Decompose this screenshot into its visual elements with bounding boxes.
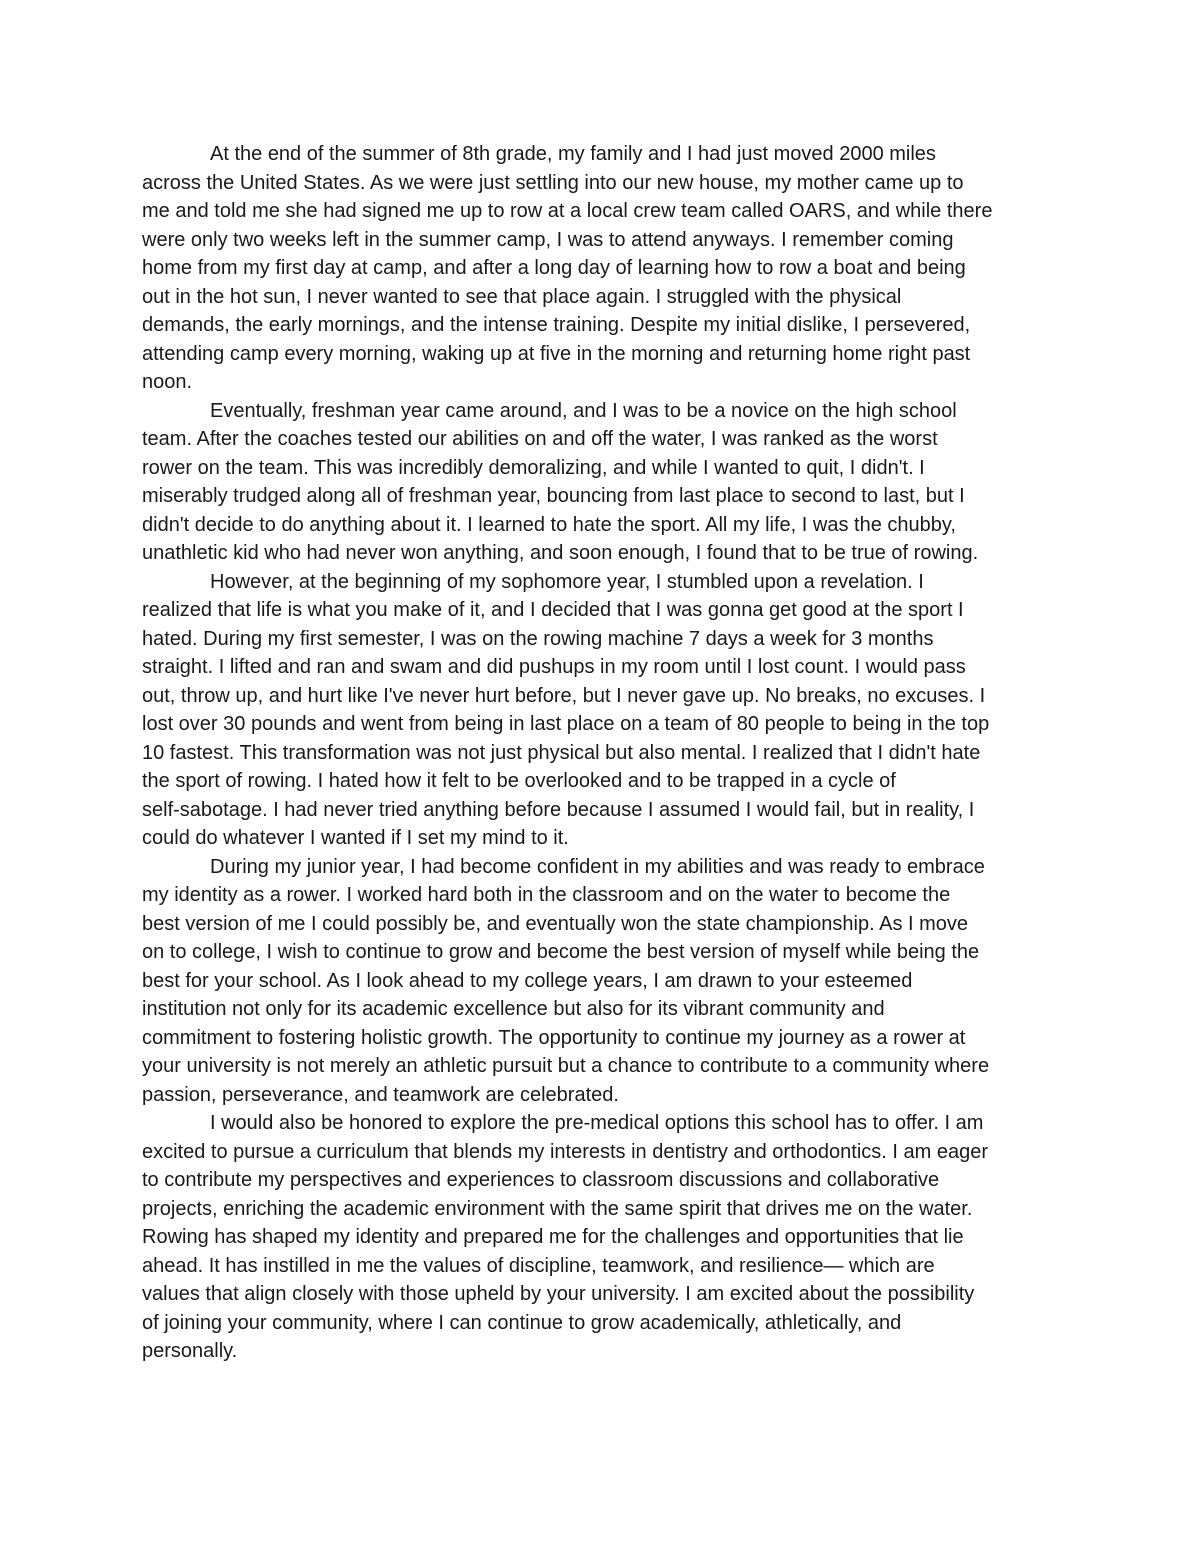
text-line: best version of me I could possibly be, and eventually won the state championship. As I move <box>142 912 969 935</box>
text-line: noon. <box>142 371 193 393</box>
text-line: best for your school. As I look ahead to my college years, I am drawn to your esteemed <box>142 969 913 992</box>
paragraph-4 <box>142 853 1064 1110</box>
text-line: values that align closely with those upheld by your university. I am excited about the possibility <box>142 1283 975 1305</box>
text-line: realized that life is what you make of it, and I decided that I was gonna get good at the sport I <box>142 599 964 621</box>
text-line: Eventually, freshman year came around, and I was to be a novice on the high school <box>210 399 957 422</box>
text-line: excited to pursue a curriculum that blends my interests in dentistry and orthodontics. I am eager <box>142 1140 988 1163</box>
text-line: demands, the early mornings, and the intense training. Despite my initial dislike, I persevered, <box>142 314 971 336</box>
text-line: out in the hot sun, I never wanted to see that place again. I struggled with the physical <box>142 285 902 308</box>
text-line: your university is not merely an athletic pursuit but a chance to contribute to a community where <box>142 1055 990 1077</box>
essay-body <box>142 140 1064 1366</box>
text-line: were only two weeks left in the summer camp, I was to attend anyways. I remember coming <box>142 228 954 251</box>
text-line: across the United States. As we were just settling into our new house, my mother came up to <box>142 171 964 194</box>
text-line: hated. During my first semester, I was on the rowing machine 7 days a week for 3 months <box>142 627 934 650</box>
text-line: institution not only for its academic excellence but also for its vibrant community and <box>142 998 885 1020</box>
text-line: At the end of the summer of 8th grade, my family and I had just moved 2000 miles <box>210 143 936 165</box>
text-line: personally. <box>142 1340 238 1362</box>
text-line: rower on the team. This was incredibly demoralizing, and while I wanted to quit, I didn't. I <box>142 456 925 479</box>
text-line: lost over 30 pounds and went from being in last place on a team of 80 people to being in the top <box>142 713 990 735</box>
text-line: 10 fastest. This transformation was not just physical but also mental. I realized that I didn't hate <box>142 741 981 764</box>
text-line: Rowing has shaped my identity and prepared me for the challenges and opportunities that lie <box>142 1226 964 1248</box>
paragraph-2 <box>142 397 1064 568</box>
text-line: out, throw up, and hurt like I've never hurt before, but I never gave up. No breaks, no excuses. I <box>142 684 986 707</box>
text-line: I would also be honored to explore the pre-medical options this school has to offer. I am <box>210 1112 984 1134</box>
text-line: miserably trudged along all of freshman year, bouncing from last place to second to last, but I <box>142 485 965 507</box>
text-line: of joining your community, where I can continue to grow academically, athletically, and <box>142 1311 902 1334</box>
text-line: straight. I lifted and ran and swam and did pushups in my room until I lost count. I would pass <box>142 656 966 678</box>
text-line: my identity as a rower. I worked hard both in the classroom and on the water to become the <box>142 884 951 906</box>
text-line: team. After the coaches tested our abilities on and off the water, I was ranked as the worst <box>142 428 938 450</box>
text-line: me and told me she had signed me up to row at a local crew team called OARS, and while there <box>142 200 993 222</box>
paragraph-5 <box>142 1109 1064 1366</box>
text-line: attending camp every morning, waking up at five in the morning and returning home right past <box>142 342 971 365</box>
text-line: passion, perseverance, and teamwork are celebrated. <box>142 1083 619 1106</box>
text-line: home from my first day at camp, and after a long day of learning how to row a boat and being <box>142 257 966 279</box>
text-line: on to college, I wish to continue to grow and become the best version of myself while being the <box>142 941 980 963</box>
text-line: could do whatever I wanted if I set my mind to it. <box>142 827 569 849</box>
text-line: unathletic kid who had never won anything, and soon enough, I found that to be true of rowing. <box>142 542 979 564</box>
text-line: commitment to fostering holistic growth. The opportunity to continue my journey as a rower at <box>142 1026 966 1049</box>
paragraph-3 <box>142 568 1064 853</box>
text-line: self-sabotage. I had never tried anything before because I assumed I would fail, but in reality, I <box>142 798 975 821</box>
text-line: didn't decide to do anything about it. I learned to hate the sport. All my life, I was the chubby, <box>142 513 956 536</box>
text-line: During my junior year, I had become confident in my abilities and was ready to embrace <box>210 855 985 878</box>
text-line: However, at the beginning of my sophomore year, I stumbled upon a revelation. I <box>210 570 924 593</box>
text-line: ahead. It has instilled in me the values of discipline, teamwork, and resilience— which are <box>142 1254 935 1277</box>
text-line: projects, enriching the academic environment with the same spirit that drives me on the water. <box>142 1197 973 1220</box>
paragraph-1 <box>142 140 1064 397</box>
text-line: to contribute my perspectives and experiences to classroom discussions and collaborative <box>142 1169 940 1191</box>
text-line: the sport of rowing. I hated how it felt to be overlooked and to be trapped in a cycle of <box>142 770 896 792</box>
